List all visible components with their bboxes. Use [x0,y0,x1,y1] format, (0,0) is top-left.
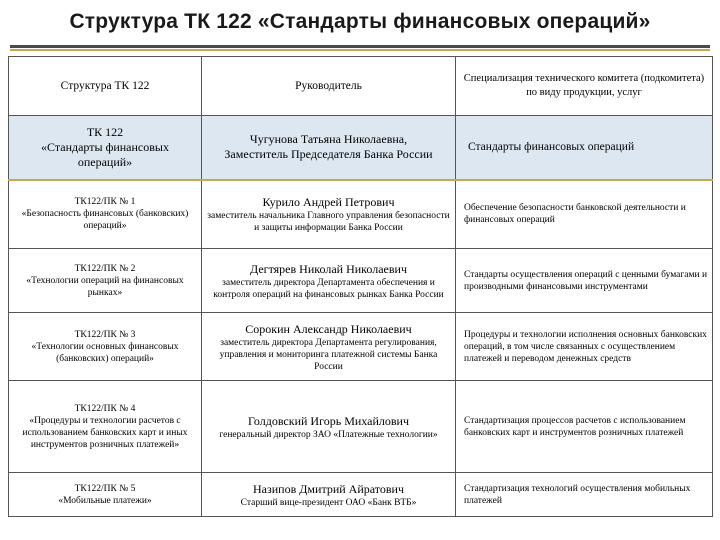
head-position: заместитель директора Департамента обеспечения и контроля операций на финансовых рынках Банка России [213,277,444,300]
unit-code: ТК122/ПК № 4 [74,403,136,414]
specialization-cell: Стандарты осуществления операций с ценными бумагами и производными финансовыми инструментами [456,249,713,313]
unit-cell [9,180,202,249]
unit-name: «Мобильные платежи» [58,495,152,506]
unit-name: «Безопасность финансовых (банковских) операций» [21,209,189,232]
head-cell [202,381,456,473]
unit-code: ТК 122 [86,124,124,139]
head-name: Дегтярев Николай Николаевич [250,261,407,276]
unit-name: «Технологии операций на финансовых рынках» [26,275,184,298]
head-name: Назипов Дмитрий Айратович [253,481,404,496]
head-cell [202,180,456,249]
page-title: Структура ТК 122 «Стандарты финансовых операций» [69,10,651,33]
header-specialization: Специализация технического комитета (подкомитета) по виду продукции, услуг [456,57,713,116]
table-header-row [9,57,713,116]
committee-structure-table [8,56,713,517]
head-position: заместитель начальника Главного управления безопасности и защиты информации Банка России [207,211,450,234]
table-row [9,381,713,473]
unit-cell [9,116,202,180]
head-cell [202,249,456,313]
header-structure: Структура ТК 122 [9,57,202,116]
unit-cell [9,473,202,517]
head-cell [202,116,456,180]
table-row [9,116,713,180]
table-row [9,180,713,249]
head-position: Заместитель Председателя Банка России [224,147,433,162]
specialization-cell: Обеспечение безопасности банковской деятельности и финансовых операций [456,180,713,249]
head-name: Курило Андрей Петрович [262,195,395,210]
unit-code: ТК122/ПК № 1 [74,197,136,208]
head-position: заместитель директора Департамента регулирования, управления и мониторинга платежной системы Банка России [219,337,438,372]
head-cell [202,313,456,381]
head-name: Чугунова Татьяна Николаевна, [249,132,408,147]
specialization-cell: Стандарты финансовых операций [456,116,713,180]
table-row [9,473,713,517]
unit-cell [9,249,202,313]
unit-name: «Технологии основных финансовых (банковских) операций» [31,341,179,364]
unit-code: ТК122/ПК № 3 [74,329,136,340]
specialization-cell: Стандартизация процессов расчетов с использованием банковских карт и инструментов розничных платежей [456,381,713,473]
head-name: Сорокин Александр Николаевич [245,321,412,336]
specialization-cell: Стандартизация технологий осуществления мобильных платежей [456,473,713,517]
head-cell [202,473,456,517]
head-position: генеральный директор ЗАО «Платежные технологии» [219,429,438,440]
table-row [9,249,713,313]
unit-cell [9,381,202,473]
head-position: Старший вице-президент ОАО «Банк ВТБ» [240,497,417,508]
title-divider-accent [10,49,710,51]
unit-cell [9,313,202,381]
unit-name: «Стандарты финансовых операций» [41,139,169,169]
header-head: Руководитель [202,57,456,116]
unit-code: ТК122/ПК № 5 [74,483,136,494]
table-row [9,313,713,381]
title-divider [10,45,710,48]
unit-code: ТК122/ПК № 2 [74,263,136,274]
unit-name: «Процедуры и технологии расчетов с использованием банковских карт и иных инструментов розничных платежей» [22,415,188,450]
specialization-cell: Процедуры и технологии исполнения основных банковских операций, в том числе связанных с осуществлением платежей и переводом денежных средств [456,313,713,381]
head-name: Голдовский Игорь Михайлович [248,413,409,428]
